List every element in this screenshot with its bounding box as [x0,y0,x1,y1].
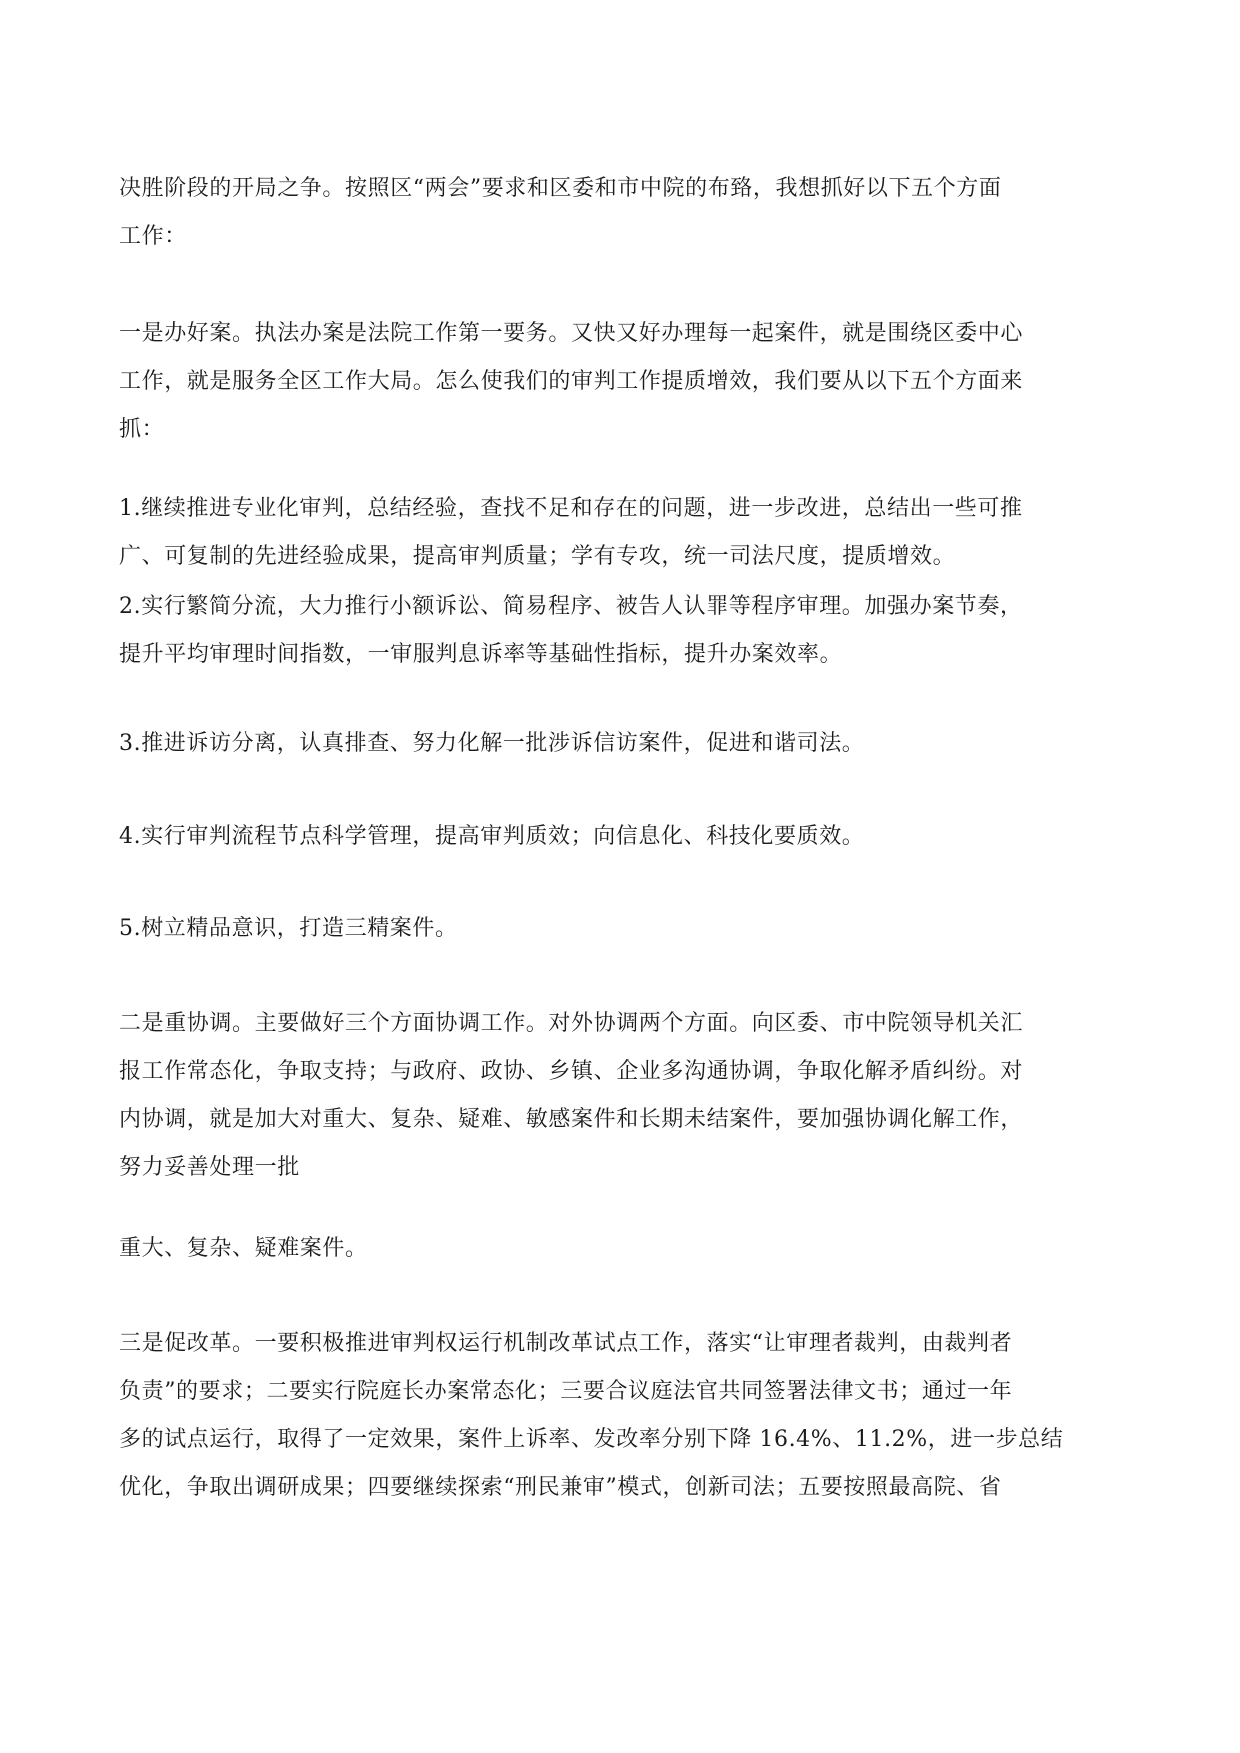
text-line: 5.树立精品意识，打造三精案件。 [119,916,458,941]
text-line: 工作： [119,224,187,249]
text-line: 提升平均审理时间指数，一审服判息诉率等基础性指标，提升办案效率。 [119,642,843,667]
paragraph-coordination [119,1000,1124,1192]
paragraph-opening [119,165,1124,261]
text-line: 多的试点运行，取得了一定效果，案件上诉率、发改率分别下降 16.4%、11.2%，进一步总结 [119,1427,1064,1452]
text-line: 4.实行审判流程节点科学管理，提高审判质效；向信息化、科技化要质效。 [119,824,865,849]
text-line: 重大、复杂、疑难案件。 [119,1236,368,1261]
text-line: 一是办好案。执法办案是法院工作第一要务。又快又好办理每一起案件，就是围绕区委中心 [119,321,1024,346]
text-line: 努力妥善处理一批 [119,1155,300,1180]
text-line: 决胜阶段的开局之争。按照区“两会”要求和区委和市中院的布臵，我想抓好以下五个方面 [119,176,1002,201]
text-line: 负责”的要求；二要实行院庭长办案常态化；三要合议庭法官共同签署法律文书；通过一年 [119,1379,1013,1404]
text-line: 优化，争取出调研成果；四要继续探索“刑民兼审”模式，创新司法；五要按照最高院、省 [119,1475,1002,1500]
text-line: 1.继续推进专业化审判，总结经验，查找不足和存在的问题，进一步改进，总结出一些可推 [119,496,1023,521]
text-line: 3.推进诉访分离，认真排查、努力化解一批涉诉信访案件，促进和谐司法。 [119,731,865,756]
text-line: 工作，就是服务全区工作大局。怎么使我们的审判工作提质增效，我们要从以下五个方面来 [119,369,1024,394]
text-line: 广、可复制的先进经验成果，提高审判质量；学有专攻，统一司法尺度，提质增效。 [119,544,956,569]
paragraph-handle-cases [119,310,1124,454]
paragraph-item-1 [119,485,1124,581]
paragraph-coordination-cont [119,1225,1124,1273]
text-line: 2.实行繁简分流，大力推行小额诉讼、简易程序、被告人认罪等程序审理。加强办案节奏， [119,594,1023,619]
text-line: 二是重协调。主要做好三个方面协调工作。对外协调两个方面。向区委、市中院领导机关汇 [119,1011,1024,1036]
text-line: 报工作常态化，争取支持；与政府、政协、乡镇、企业多沟通协调，争取化解矛盾纠纷。对 [119,1059,1024,1084]
text-line: 三是促改革。一要积极推进审判权运行机制改革试点工作，落实“让审理者裁判，由裁判者 [119,1331,1013,1356]
paragraph-item-4 [119,813,1124,861]
text-line: 抓： [119,417,165,442]
paragraph-item-3 [119,720,1124,768]
paragraph-item-2 [119,583,1124,679]
text-line: 内协调，就是加大对重大、复杂、疑难、敏感案件和长期未结案件，要加强协调化解工作， [119,1107,1024,1132]
paragraph-reform [119,1320,1124,1512]
paragraph-item-5 [119,905,1124,953]
